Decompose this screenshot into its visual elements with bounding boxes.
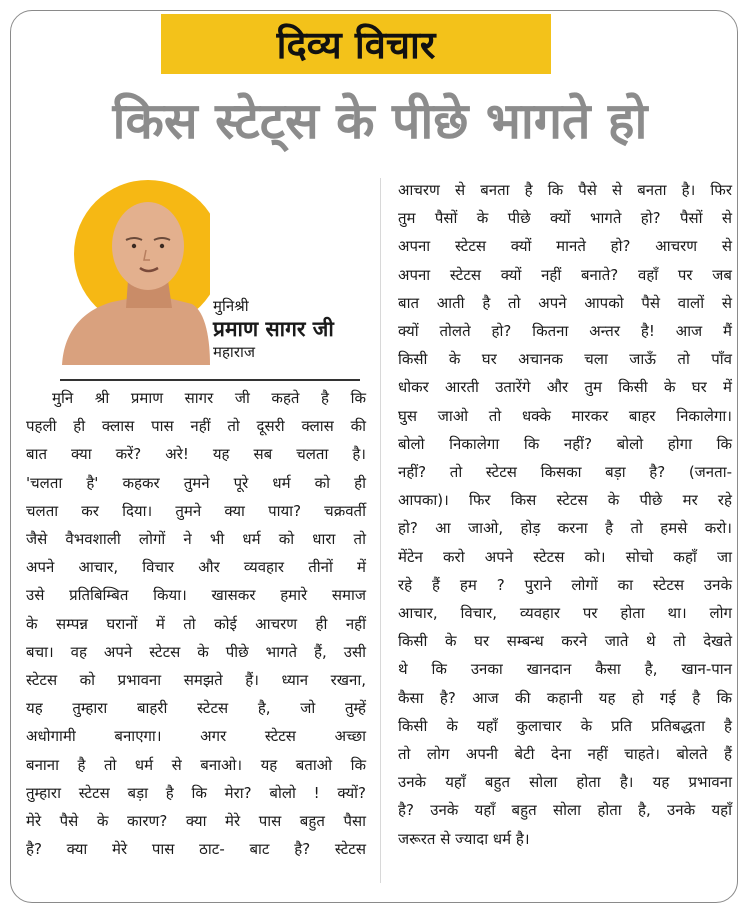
text-line: क्यों तोलते हो? कितना अन्तर है! आज मैं [398,322,732,341]
text-line: किसी के घर अचानक चला जाऊँ तो पाँव [398,350,732,369]
text-line: यह तुम्हारा बाहरी स्टेटस है, जो तुम्हें [26,699,366,718]
text-line: अधोगामी बनाएगा। अगर स्टेटस अच्छा [26,727,366,746]
text-line: है? उनके यहाँ बहुत सोला होता है, उनके यहाँ [398,801,732,820]
text-line: के सम्पन्न घरानों में तो कोई आचरण ही नहीं [26,614,366,633]
text-line: नहीं? तो स्टेटस किसका बड़ा है? (जनता- [398,463,732,482]
text-line: अपना स्टेटस क्यों मानते हो? आचरण से [398,237,732,256]
portrait-head [112,202,184,290]
author-portrait [60,180,210,365]
text-line: किसी के घर सम्बन्ध करने जाते थे तो देखते [398,632,732,651]
text-line: आपका)। फिर किस स्टेटस के पीछे मर रहे [398,491,732,510]
text-line: बात क्या करें? अरे! यह सब चलता है। [26,445,366,464]
text-line: उनके यहाँ बहुत सोला होता है। यह प्रभावना [398,773,732,792]
text-line: उसे प्रतिबिम्बित किया। खासकर हमारे समाज [26,586,366,605]
text-line: है? क्या मेरे पास ठाट- बाट है? स्टेटस [26,840,366,859]
text-line: बनाना है तो धर्म से बनाओ। यह बताओ कि [26,755,366,774]
author-suffix: महाराज [213,343,255,361]
text-line: जैसे वैभवशाली लोगों ने भी धर्म को धारा तो [26,530,366,549]
text-line: आचार, विचार, व्यवहार पर होता था। लोग [398,604,732,623]
column-divider [380,178,381,883]
text-line: कैसा है? आज की कहानी यह हो गई है कि [398,688,732,707]
text-line: तो लोग अपनी बेटी देना नहीं चाहते। बोलते हैं [398,745,732,764]
text-line: जरूरत से ज्यादा धर्म है। [398,829,530,848]
text-line: अपना स्टेटस क्यों नहीं बनाते? वहाँ पर जब [398,265,732,284]
text-line: थे कि उनका खानदान कैसा है, खान-पान [398,660,732,679]
text-line: हो? आ जाओ, होड़ करना है तो हमसे करो। [398,519,732,538]
body-column-left [26,384,366,863]
article-headline: किस स्टेट्स के पीछे भागते हो [112,92,648,150]
text-line: रहे हैं हम ? पुराने लोगों का स्टेटस उनके [398,575,732,594]
author-prefix: मुनिश्री [213,297,249,315]
text-line: 'चलता है' कहकर तुमने पूरे धर्म को ही [26,473,366,492]
author-block [213,296,334,362]
text-line: मेरे पैसे के कारण? क्या मेरे पास बहुत पैसा [26,812,366,831]
text-line: तुम्हारा स्टेटस बड़ा है कि मेरा? बोलो ! क्यों? [26,783,366,802]
text-line: बात आती है तो अपने आपको पैसे वालों से [398,293,732,312]
author-rule [60,379,360,381]
author-name: प्रमाण सागर जी [213,317,334,341]
text-line: मेंटेन करो अपने स्टेटस को। सोचो कहाँ जा [398,547,732,566]
text-line: घुस जाओ तो धक्के मारकर बाहर निकालेगा। [398,406,732,425]
text-line: आचरण से बनता है कि पैसे से बनता है। फिर [398,181,732,199]
text-line: बोलो निकालेगा कि नहीं? बोलो होगा कि [398,434,732,453]
text-line: तुम पैसों के पीछे क्यों भागते हो? पैसों से [398,209,732,228]
text-line: चलता कर दिया। तुमने क्या पाया? चक्रवर्ती [26,501,366,520]
text-line: स्टेटस को प्रभावना समझते हैं। ध्यान रखना, [26,671,366,690]
body-column-right [398,176,732,853]
text-line: किसी के यहाँ कुलाचार के प्रति प्रतिबद्धता है [398,716,732,735]
text-line: पहली ही क्लास पास नहीं तो दूसरी क्लास की [26,417,366,436]
text-line: धोकर आरती उतारेंगे और तुम किसी के घर में [398,378,732,397]
section-label: दिव्य विचार [276,23,436,67]
text-line: बचा। वह अपने स्टेटस के पीछे भागते हैं, उसी [26,642,366,661]
text-line: अपने आचार, विचार और व्यवहार तीनों में [26,558,366,577]
text-line: मुनि श्री प्रमाण सागर जी कहते है कि [52,389,366,407]
section-banner [161,14,551,74]
